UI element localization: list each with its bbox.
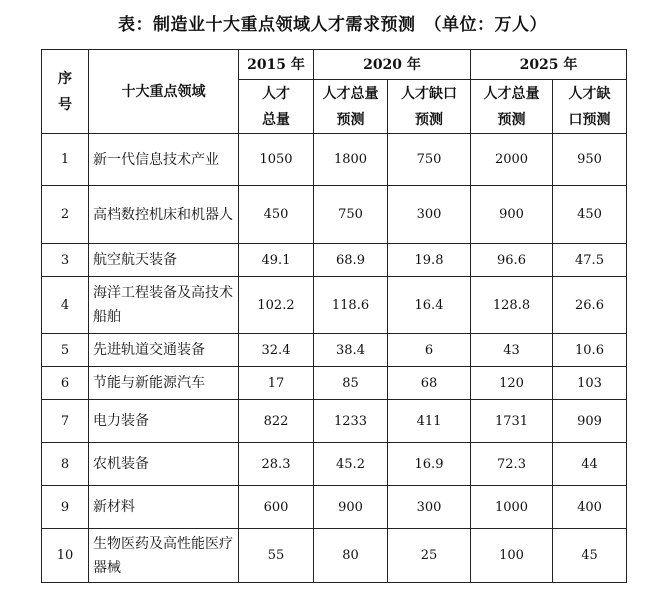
row-field: 先进轨道交通装备 <box>89 334 239 367</box>
row-2025-gap: 400 <box>553 486 627 529</box>
row-2015-total: 49.1 <box>239 244 314 277</box>
header-2020-gap-label: 人才缺口预测 <box>400 85 457 128</box>
row-2020-total: 45.2 <box>314 443 388 486</box>
header-2020-gap <box>388 80 471 134</box>
row-2025-total: 900 <box>471 186 553 244</box>
header-year-2025: 2025 年 <box>471 50 627 80</box>
row-2020-total: 38.4 <box>314 334 388 367</box>
talent-demand-table <box>41 49 627 583</box>
header-year-2020: 2020 年 <box>314 50 471 80</box>
row-2015-total: 17 <box>239 367 314 400</box>
header-2020-total-label: 人才总量预测 <box>322 85 379 128</box>
header-2015-total-label: 人才总量 <box>261 85 290 128</box>
row-2015-total: 822 <box>239 400 314 443</box>
row-2020-gap: 16.9 <box>388 443 471 486</box>
row-index: 9 <box>42 486 89 529</box>
row-index: 8 <box>42 443 89 486</box>
row-2020-total: 900 <box>314 486 388 529</box>
row-2020-total: 85 <box>314 367 388 400</box>
row-2025-total: 100 <box>471 529 553 583</box>
row-2025-gap: 950 <box>553 134 627 186</box>
row-2025-gap: 47.5 <box>553 244 627 277</box>
row-2020-gap: 25 <box>388 529 471 583</box>
row-2025-total: 120 <box>471 367 553 400</box>
row-field: 农机装备 <box>89 443 239 486</box>
row-2020-gap: 6 <box>388 334 471 367</box>
row-field: 生物医药及高性能医疗器械 <box>89 529 239 583</box>
header-2025-total-label: 人才总量预测 <box>483 85 540 128</box>
row-2025-gap: 909 <box>553 400 627 443</box>
header-index-label: 序号 <box>57 70 72 113</box>
table-row <box>42 186 627 244</box>
row-2020-total: 750 <box>314 186 388 244</box>
row-index: 7 <box>42 400 89 443</box>
row-2025-total: 1000 <box>471 486 553 529</box>
row-index: 4 <box>42 277 89 334</box>
row-2015-total: 600 <box>239 486 314 529</box>
table-row <box>42 443 627 486</box>
row-index: 10 <box>42 529 89 583</box>
table-title: 表：制造业十大重点领域人才需求预测 （单位：万人） <box>118 15 547 35</box>
row-2020-gap: 750 <box>388 134 471 186</box>
row-field: 航空航天装备 <box>89 244 239 277</box>
row-2015-total: 1050 <box>239 134 314 186</box>
row-2020-gap: 411 <box>388 400 471 443</box>
row-field: 新一代信息技术产业 <box>89 134 239 186</box>
header-2015-total <box>239 80 314 134</box>
row-2020-gap: 16.4 <box>388 277 471 334</box>
row-2025-gap: 10.6 <box>553 334 627 367</box>
row-2020-total: 68.9 <box>314 244 388 277</box>
row-2025-gap: 44 <box>553 443 627 486</box>
header-year-2015: 2015 年 <box>239 50 314 80</box>
row-index: 5 <box>42 334 89 367</box>
row-index: 3 <box>42 244 89 277</box>
row-index: 6 <box>42 367 89 400</box>
table-row <box>42 134 627 186</box>
row-2020-gap: 68 <box>388 367 471 400</box>
row-2020-total: 80 <box>314 529 388 583</box>
row-2015-total: 32.4 <box>239 334 314 367</box>
row-2015-total: 28.3 <box>239 443 314 486</box>
row-2015-total: 450 <box>239 186 314 244</box>
table-row <box>42 529 627 583</box>
row-2025-gap: 45 <box>553 529 627 583</box>
table-row <box>42 334 627 367</box>
row-field: 新材料 <box>89 486 239 529</box>
row-2025-total: 1731 <box>471 400 553 443</box>
header-2025-gap <box>553 80 627 134</box>
row-2020-gap: 19.8 <box>388 244 471 277</box>
table-row <box>42 400 627 443</box>
row-field: 节能与新能源汽车 <box>89 367 239 400</box>
row-field: 高档数控机床和机器人 <box>89 186 239 244</box>
row-2020-gap: 300 <box>388 486 471 529</box>
row-2020-total: 1233 <box>314 400 388 443</box>
row-index: 2 <box>42 186 89 244</box>
header-2020-total <box>314 80 388 134</box>
row-2025-gap: 103 <box>553 367 627 400</box>
row-2025-total: 72.3 <box>471 443 553 486</box>
table-row <box>42 277 627 334</box>
row-2025-total: 2000 <box>471 134 553 186</box>
row-2020-total: 1800 <box>314 134 388 186</box>
row-field: 电力装备 <box>89 400 239 443</box>
table-row <box>42 367 627 400</box>
row-2015-total: 102.2 <box>239 277 314 334</box>
row-2025-total: 96.6 <box>471 244 553 277</box>
row-2025-total: 43 <box>471 334 553 367</box>
row-2015-total: 55 <box>239 529 314 583</box>
row-2025-total: 128.8 <box>471 277 553 334</box>
row-2020-total: 118.6 <box>314 277 388 334</box>
header-2025-gap-label: 人才缺口预测 <box>568 85 611 128</box>
header-field: 十大重点领域 <box>89 50 239 134</box>
row-2025-gap: 450 <box>553 186 627 244</box>
header-index <box>42 50 89 134</box>
row-index: 1 <box>42 134 89 186</box>
header-2025-total <box>471 80 553 134</box>
table-row <box>42 486 627 529</box>
row-2025-gap: 26.6 <box>553 277 627 334</box>
row-2020-gap: 300 <box>388 186 471 244</box>
table-row <box>42 244 627 277</box>
row-field: 海洋工程装备及高技术船舶 <box>89 277 239 334</box>
